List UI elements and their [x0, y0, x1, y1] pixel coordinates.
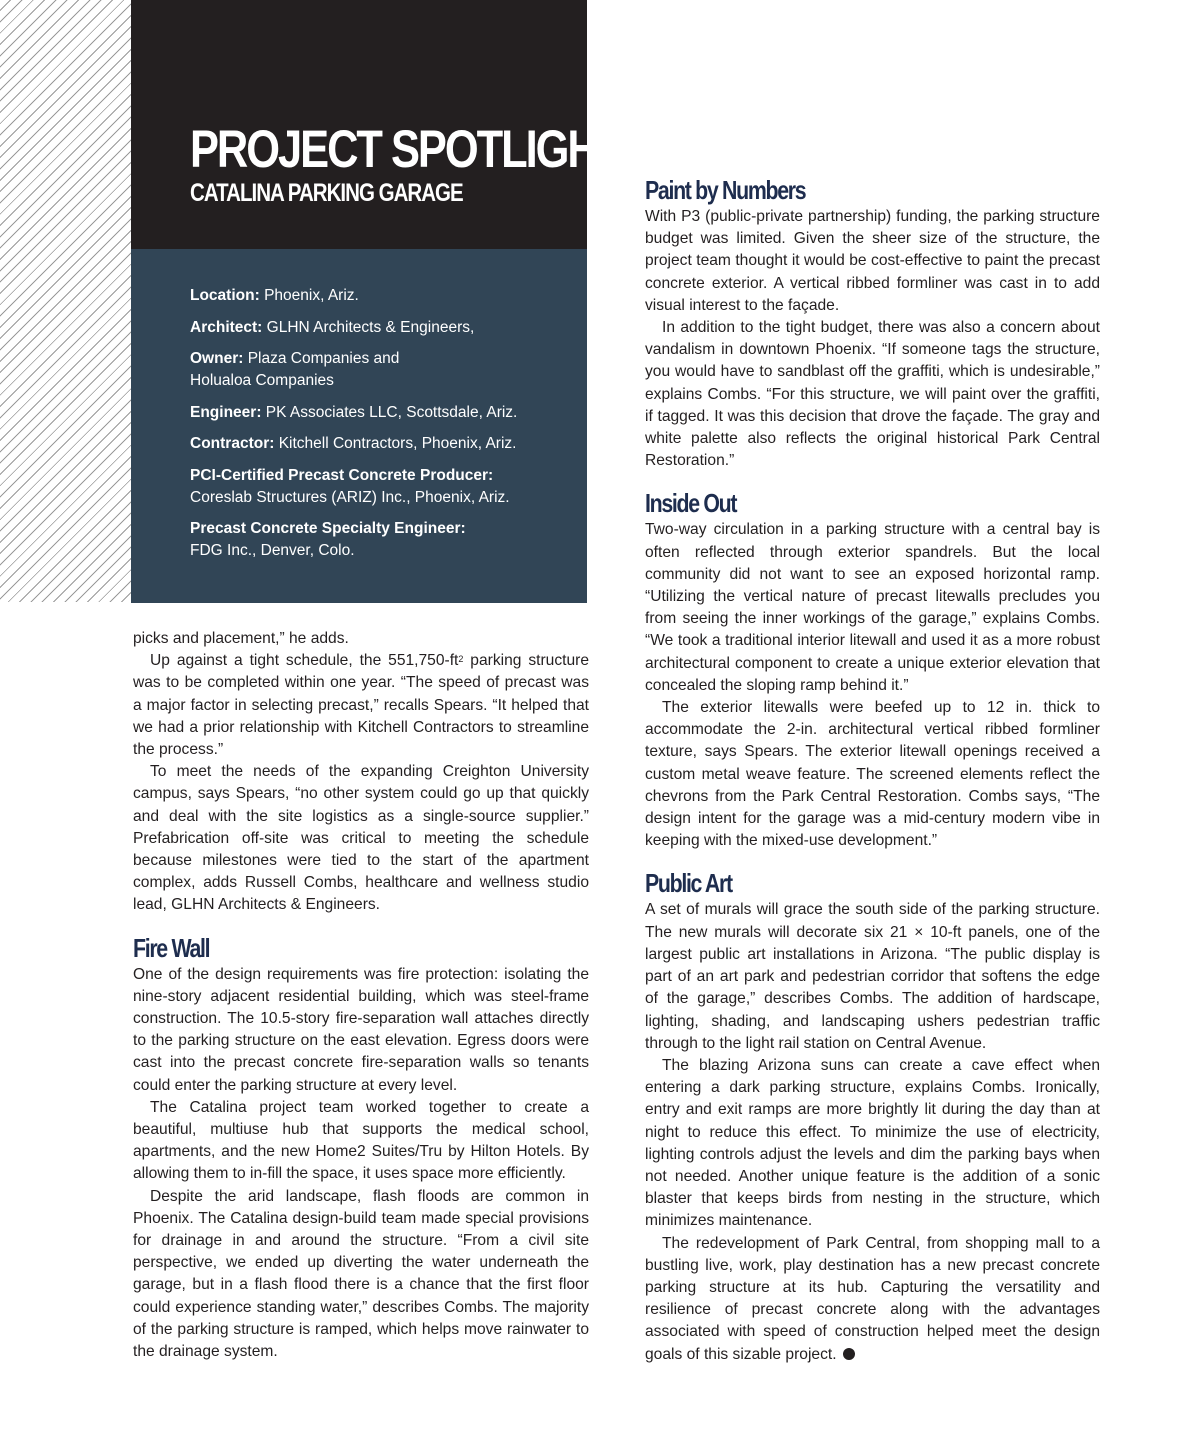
credit-producer	[190, 465, 577, 509]
credit-specialty-engineer	[190, 518, 577, 562]
credit-owner	[190, 348, 577, 392]
spotlight-subtitle: CATALINA PARKING GARAGE	[190, 179, 463, 207]
paragraph-text: The redevelopment of Park Central, from shopping mall to a bustling live, work, play destination has a new precast concrete parking structure at its hub. Capturing the versatility and resilience of precast concrete along with the advantages associated with speed of construction helped meet the design goals of this sizable project.	[645, 1234, 1100, 1363]
credit-label: Owner:	[190, 350, 244, 367]
credit-value: GLHN Architects & Engineers,	[266, 318, 475, 336]
left-text-column	[133, 628, 589, 1363]
paragraph-text: Up against a tight schedule, the 551,750-ft	[150, 652, 459, 670]
end-of-article-bullet-icon	[843, 1348, 855, 1360]
paragraph: With P3 (public-private partnership) funding, the parking structure budget was limited. Given the sheer size of the structure, the project team thought it would be cost-effective to paint the precast concrete exterior. A vertical ribbed formliner was cast in to add visual interest to the façade.	[645, 208, 1100, 314]
diagonal-hatch-decoration	[0, 0, 131, 602]
paragraph-text: parking structure was to be completed within one year. “The speed of precast was a major factor in selecting precast,” recalls Spears. “It helped that we had a prior relationship with Kitchell Contractors to streamline the process.”	[133, 652, 589, 759]
credit-location	[190, 285, 577, 307]
paragraph: The blazing Arizona suns can create a cave effect when entering a dark parking structure, explains Combs. Ironically, entry and exit ramps are more brightly lit during the day than at night to reduce this effect. To minimize the use of electricity, lighting controls adjust the levels and dim the parking bays when not needed. Another unique feature is the addition of a sonic blaster that keeps birds from nesting in the structure, which minimizes maintenance.	[645, 1056, 1100, 1230]
paragraph: The Catalina project team worked together to create a beautiful, multiuse hub that supports the medical school, apartments, and the new Home2 Suites/Tru by Hilton Hotels. By allowing them to in-fill the space, it uses space more efficiently.	[133, 1098, 589, 1183]
paragraph: Two-way circulation in a parking structure with a central bay is often reflected through exterior spandrels. But the local community did not want to see an exposed horizontal ramp. “Utilizing the vertical nature of precast litewalls precludes you from seeing the inner workings of the garage,” explains Combs. “We took a traditional interior litewall and used it as a more robust architectural component to create a unique exterior elevation that concealed the sloping ramp behind it.”	[645, 521, 1100, 694]
paragraph	[133, 650, 589, 761]
paragraph: In addition to the tight budget, there was also a concern about vandalism in downtown Phoenix. “If someone tags the structure, you would have to sandblast off the graffiti, which is undesirable,” explains Combs. “For this structure, we will paint over the graffiti, if tagged. It was this decision that drove the façade. The gray and white palette also reflects the original historical Park Central Restoration.”	[645, 319, 1100, 470]
paragraph: To meet the needs of the expanding Creighton University campus, says Spears, “no other system could go up that quickly and deal with the site logistics as a single-source supplier.” Prefabrication off-site was critical to meeting the schedule because milestones were tied to the start of the apartment complex, adds Russell Combs, healthcare and wellness studio lead, GLHN Architects & Engineers.	[133, 763, 589, 914]
paragraph: A set of murals will grace the south side of the parking structure. The new murals will decorate six 21 × 10-ft panels, one of the largest public art installations in Arizona. “The public display is part of an art park and pedestrian corridor that softens the edge of the garage,” describes Combs. The addition of hardscape, lighting, shading, and landscaping ushers pedestrian traffic through to the light rail station on Central Avenue.	[645, 901, 1100, 1052]
credit-value: Holualoa Companies	[190, 372, 334, 389]
paragraph: The exterior litewalls were beefed up to 12 in. thick to accommodate the 2-in. architectural vertical ribbed formliner texture, says Spears. The exterior litewall openings received a custom metal weave feature. The screened elements reflect the chevrons from the Park Central Restoration. Combs says, “The design intent for the garage was a mid-century modern vibe in keeping with the mixed-use development.”	[645, 699, 1100, 850]
credit-label: Engineer:	[190, 403, 262, 421]
credit-engineer	[190, 402, 577, 424]
credit-label: PCI-Certified Precast Concrete Producer:	[190, 466, 494, 484]
section-heading-inside-out: Inside Out	[645, 488, 737, 519]
credit-value: Plaza Companies and	[247, 350, 400, 367]
credit-value: Kitchell Contractors, Phoenix, Ariz.	[278, 435, 517, 452]
credit-value: Phoenix, Ariz.	[264, 287, 359, 304]
section-heading-paint-by-numbers: Paint by Numbers	[645, 175, 806, 205]
credit-contractor	[190, 433, 577, 455]
project-credits-box	[131, 249, 587, 603]
credit-value: PK Associates LLC, Scottsdale, Ariz.	[265, 403, 518, 421]
section-heading-fire-wall: Fire Wall	[133, 932, 210, 963]
credit-value: FDG Inc., Denver, Colo.	[190, 542, 355, 559]
credit-label: Location:	[190, 287, 260, 304]
section-heading-public-art: Public Art	[645, 868, 732, 899]
credit-label: Contractor:	[190, 435, 275, 452]
credit-value: Coreslab Structures (ARIZ) Inc., Phoenix, Ariz.	[190, 488, 510, 506]
paragraph: picks and placement,” he adds.	[133, 630, 349, 647]
credit-label: Architect:	[190, 318, 263, 336]
credit-label: Precast Concrete Specialty Engineer:	[190, 520, 466, 537]
paragraph: One of the design requirements was fire protection: isolating the nine-story adjacent residential building, which was steel-frame construction. The 10.5-story fire-separation wall attaches directly to the parking structure on the east elevation. Egress doors were cast into the precast concrete fire-separation walls so tenants could enter the parking structure at every level.	[133, 965, 589, 1094]
right-text-column	[645, 175, 1100, 1366]
paragraph: Despite the arid landscape, flash floods are common in Phoenix. The Catalina design-build team made special provisions for drainage in and around the structure. “From a civil site perspective, we ended up diverting the water underneath the garage, but in a flash flood there is a chance that the first floor could experience standing water,” describes Combs. The majority of the parking structure is ramped, which helps move rainwater to the drainage system.	[133, 1187, 589, 1361]
credit-architect	[190, 317, 577, 339]
paragraph	[645, 1233, 1100, 1366]
spotlight-title: PROJECT SPOTLIGHT	[190, 120, 622, 179]
superscript: 2	[458, 654, 464, 665]
